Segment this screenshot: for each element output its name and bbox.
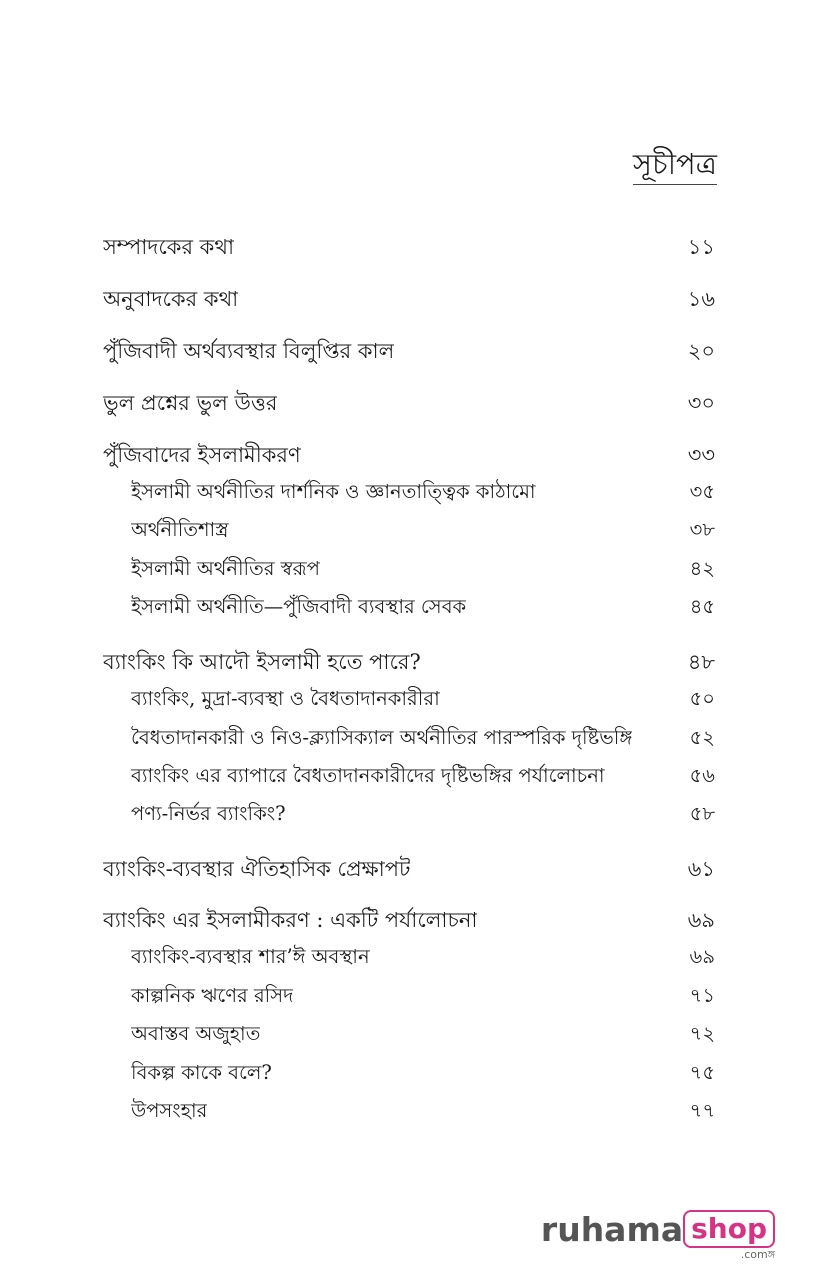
toc-entry-title: সম্পাদকের কথা [103, 235, 235, 259]
toc-entry-title: ইসলামী অর্থনীতির দার্শনিক ও জ্ঞানতাত্ত্বিক কাঠামো [131, 480, 536, 503]
toc-entry-title: পুঁজিবাদী অর্থব্যবস্থার বিলুপ্তির কাল [103, 339, 395, 363]
toc-entry-title: ব্যাংকিং, মুদ্রা-ব্যবস্থা ও বৈধতাদানকারীরা [131, 687, 440, 710]
toc-entry-title: ব্যাংকিং এর ব্যাপারে বৈধতাদানকারীদের দৃষ্টিভঙ্গির পর্যালোচনা [131, 764, 605, 787]
toc-entry-title: উপসংহার [131, 1099, 208, 1122]
toc-entry-page: ৩৩ [687, 443, 715, 467]
toc-entry-title: ভুল প্রশ্নের ভুল উত্তর [103, 391, 278, 415]
toc-entry-title: বৈধতাদানকারী ও নিও-ক্ল্যাসিক্যাল অর্থনীতির পারস্পরিক দৃষ্টিভঙ্গি [131, 726, 633, 749]
toc-entry [103, 906, 715, 934]
toc-entry-title: ব্যাংকিং-ব্যবস্থার শার’ঈ অবস্থান [131, 945, 370, 968]
toc-entry-title: ব্যাংকিং এর ইসলামীকরণ : একটি পর্যালোচনা [103, 908, 478, 932]
toc-entry-title: ব্যাংকিং কি আদৌ ইসলামী হতে পারে? [103, 650, 421, 674]
toc-entry-page: ৬১ [687, 857, 715, 881]
toc-entry-title: ব্যাংকিং-ব্যবস্থার ঐতিহাসিক প্রেক্ষাপট [103, 857, 411, 881]
toc-entry-page: ২০ [687, 339, 715, 363]
toc-entry [131, 593, 715, 621]
toc-entry-page: ৫২ [689, 726, 715, 749]
logo-shop-badge: shop [683, 1210, 775, 1248]
toc-entry-page: ৪২ [689, 557, 715, 580]
logo-domain: .comঙ্গ [740, 1248, 775, 1261]
toc-entry-title: কাল্পনিক ঋণের রসিদ [131, 984, 294, 1007]
logo-shop-group [683, 1210, 775, 1261]
toc-entry [103, 285, 715, 313]
logo-brand-text: ruhama [540, 1210, 684, 1249]
toc-entry-page: ৩৫ [689, 480, 715, 503]
publisher-logo [541, 1210, 775, 1261]
toc-entry-title: ইসলামী অর্থনীতির স্বরূপ [131, 557, 320, 580]
toc-entry-page: ৬৯ [689, 945, 715, 968]
toc-entry-page: ৭২ [689, 1022, 715, 1045]
toc-entry-page: ৩০ [687, 391, 715, 415]
page-title: সূচীপত্র [633, 146, 717, 185]
toc-entry [131, 762, 715, 790]
toc-entry-page: ৩৮ [689, 518, 715, 541]
toc-entry-title: অর্থনীতিশাস্ত্র [131, 518, 229, 541]
toc-entry [131, 943, 715, 971]
toc-entry [131, 1059, 715, 1087]
toc-entry [131, 982, 715, 1010]
toc-entry [103, 337, 715, 365]
toc-entry-page: ৭৫ [689, 1061, 715, 1084]
toc-entry-page: ৪৮ [687, 650, 715, 674]
toc-entry-page: ৭১ [689, 984, 715, 1007]
toc-entry [131, 516, 715, 544]
toc-entry-page: ৪৫ [689, 595, 715, 618]
toc-entry [103, 648, 715, 676]
toc-entry-page: ৬৯ [687, 908, 715, 932]
toc-entry-title: পণ্য-নির্ভর ব্যাংকিং? [131, 802, 286, 825]
toc-entry [103, 441, 715, 469]
toc-entry-title: ইসলামী অর্থনীতি—পুঁজিবাদী ব্যবস্থার সেবক [131, 595, 467, 618]
toc-entry-page: ৫৮ [689, 802, 715, 825]
toc-entry-title: বিকল্প কাকে বলে? [131, 1061, 272, 1084]
toc-entry [131, 478, 715, 506]
toc-entry [131, 1020, 715, 1048]
toc-entry [131, 555, 715, 583]
toc-entry-page: ১৬ [687, 287, 715, 311]
toc-entry-title: অনুবাদকের কথা [103, 287, 239, 311]
toc-entry-title: অবাস্তব অজুহাত [131, 1022, 261, 1045]
toc-entry [103, 389, 715, 417]
toc-entry [131, 1097, 715, 1125]
toc-entry-page: ৭৭ [689, 1099, 715, 1122]
toc-entry [103, 855, 715, 883]
toc-entry-title: পুঁজিবাদের ইসলামীকরণ [103, 443, 301, 467]
toc-entry [131, 685, 715, 713]
toc-entry [103, 233, 715, 261]
toc-entry [131, 800, 715, 828]
toc-entry [131, 724, 715, 752]
toc-entry-page: ৫০ [689, 687, 715, 710]
toc-entry-page: ১১ [687, 235, 715, 259]
toc-entry-page: ৫৬ [689, 764, 715, 787]
